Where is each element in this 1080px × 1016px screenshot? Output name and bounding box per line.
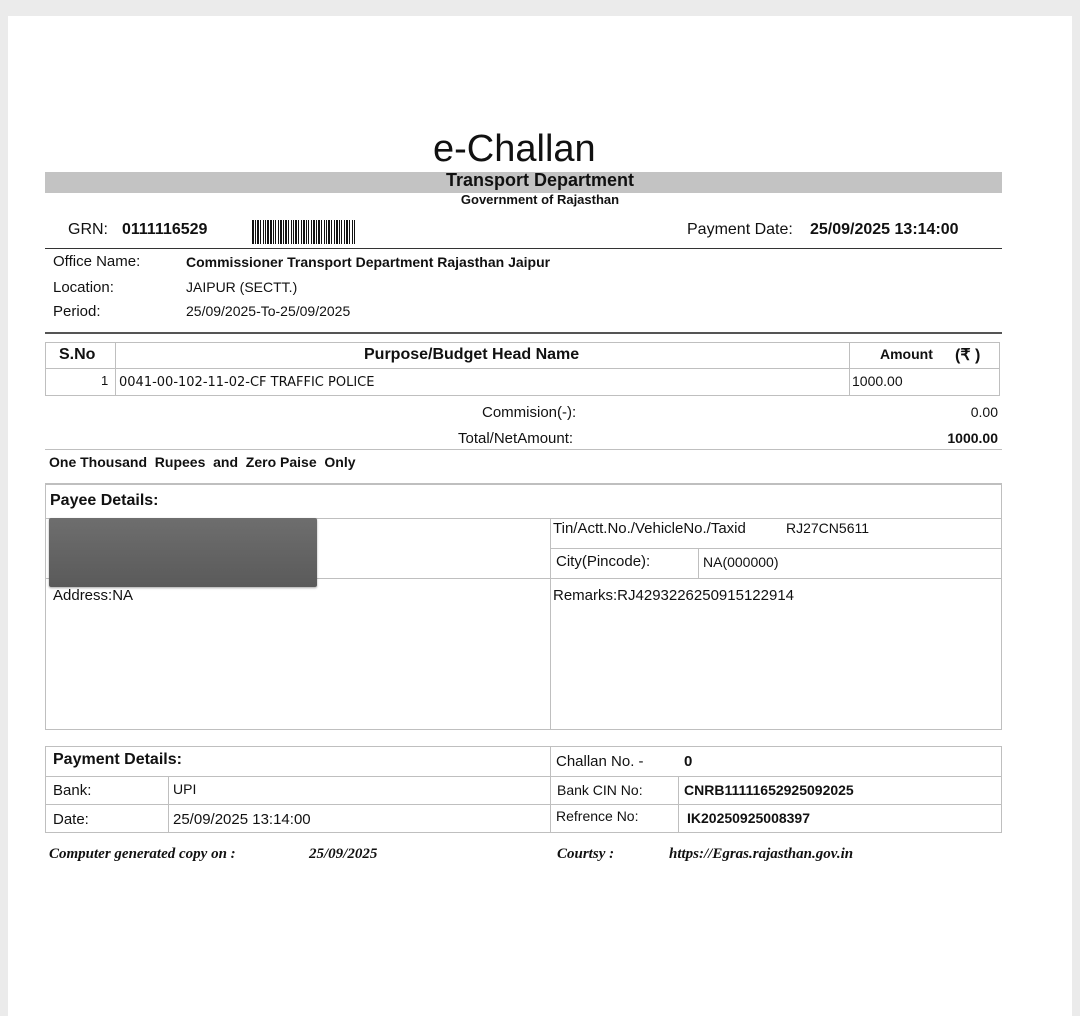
table-col-divider xyxy=(849,342,850,396)
reference-no-label: Refrence No: xyxy=(556,808,639,824)
commission-label: Commision(-): xyxy=(482,404,577,421)
city-label: City(Pincode): xyxy=(556,553,651,570)
courtesy-link[interactable]: https://Egras.rajasthan.gov.in xyxy=(669,846,854,862)
total-value: 1000.00 xyxy=(947,430,998,446)
amount-in-words: One Thousand Rupees and Zero Paise Only xyxy=(49,454,356,470)
divider xyxy=(45,332,1002,334)
address-text: Address:NA xyxy=(53,587,134,604)
date-value: 25/09/2025 13:14:00 xyxy=(173,811,311,828)
col-header-sno: S.No xyxy=(59,346,96,363)
currency-symbol: (₹ ) xyxy=(955,347,981,364)
bank-cin-label: Bank CIN No: xyxy=(557,782,643,798)
col-header-amount: Amount xyxy=(880,346,933,362)
divider xyxy=(45,449,1002,450)
location-label: Location: xyxy=(53,279,114,296)
location-value: JAIPUR (SECTT.) xyxy=(186,279,298,295)
page-title: e-Challan xyxy=(433,128,596,170)
table-row-divider xyxy=(45,368,1000,369)
payment-date-value: 25/09/2025 13:14:00 xyxy=(810,221,959,238)
period-value: 25/09/2025-To-25/09/2025 xyxy=(186,303,351,319)
grn-label: GRN: xyxy=(68,221,108,238)
city-value: NA(000000) xyxy=(703,554,779,570)
payment-date-label: Payment Date: xyxy=(687,221,793,238)
divider xyxy=(45,248,1002,249)
remarks-text: Remarks:RJ4293226250915122914 xyxy=(553,587,795,604)
generated-date: 25/09/2025 xyxy=(309,846,378,862)
col-header-purpose: Purpose/Budget Head Name xyxy=(364,346,580,363)
period-label: Period: xyxy=(53,303,101,320)
challan-no-value: 0 xyxy=(684,753,693,770)
grn-value: 0111116529 xyxy=(122,221,208,238)
reference-no-value: IK20250925008397 xyxy=(687,810,811,826)
government-name: Government of Rajasthan xyxy=(460,192,620,207)
payee-divider xyxy=(550,548,1002,549)
payment-col-divider xyxy=(168,776,169,833)
bank-cin-value: CNRB11111652925092025 xyxy=(684,782,854,798)
payment-details-title: Payment Details: xyxy=(53,751,182,768)
total-label: Total/NetAmount: xyxy=(458,430,574,447)
generated-label: Computer generated copy on : xyxy=(49,846,236,862)
challan-page xyxy=(8,16,1072,1016)
date-label: Date: xyxy=(53,811,89,828)
payee-details-title: Payee Details: xyxy=(50,492,159,509)
redaction-block xyxy=(49,518,317,587)
payment-divider xyxy=(45,776,1002,777)
barcode-image xyxy=(252,220,428,244)
bank-value: UPI xyxy=(173,781,197,797)
payee-col-divider xyxy=(550,518,551,730)
office-name-value: Commissioner Transport Department Rajasthan Jaipur xyxy=(186,254,551,270)
office-name-label: Office Name: xyxy=(53,253,141,270)
bank-label: Bank: xyxy=(53,782,92,799)
payee-col-divider xyxy=(698,548,699,578)
tin-value: RJ27CN5611 xyxy=(786,520,870,536)
row-amount: 1000.00 xyxy=(852,373,903,389)
commission-value: 0.00 xyxy=(970,404,998,420)
row-purpose: 0041-00-102-11-02-CF TRAFFIC POLICE xyxy=(119,375,375,390)
payment-col-divider xyxy=(550,746,551,833)
tin-label: Tin/Actt.No./VehicleNo./Taxid xyxy=(553,520,746,537)
challan-no-label: Challan No. - xyxy=(556,753,644,770)
payment-divider xyxy=(45,804,1002,805)
payment-col-divider xyxy=(678,776,679,833)
table-col-divider xyxy=(115,342,116,396)
row-sno: 1 xyxy=(101,373,109,388)
courtesy-label: Courtsy : xyxy=(557,846,615,862)
department-name: Transport Department xyxy=(445,170,635,190)
